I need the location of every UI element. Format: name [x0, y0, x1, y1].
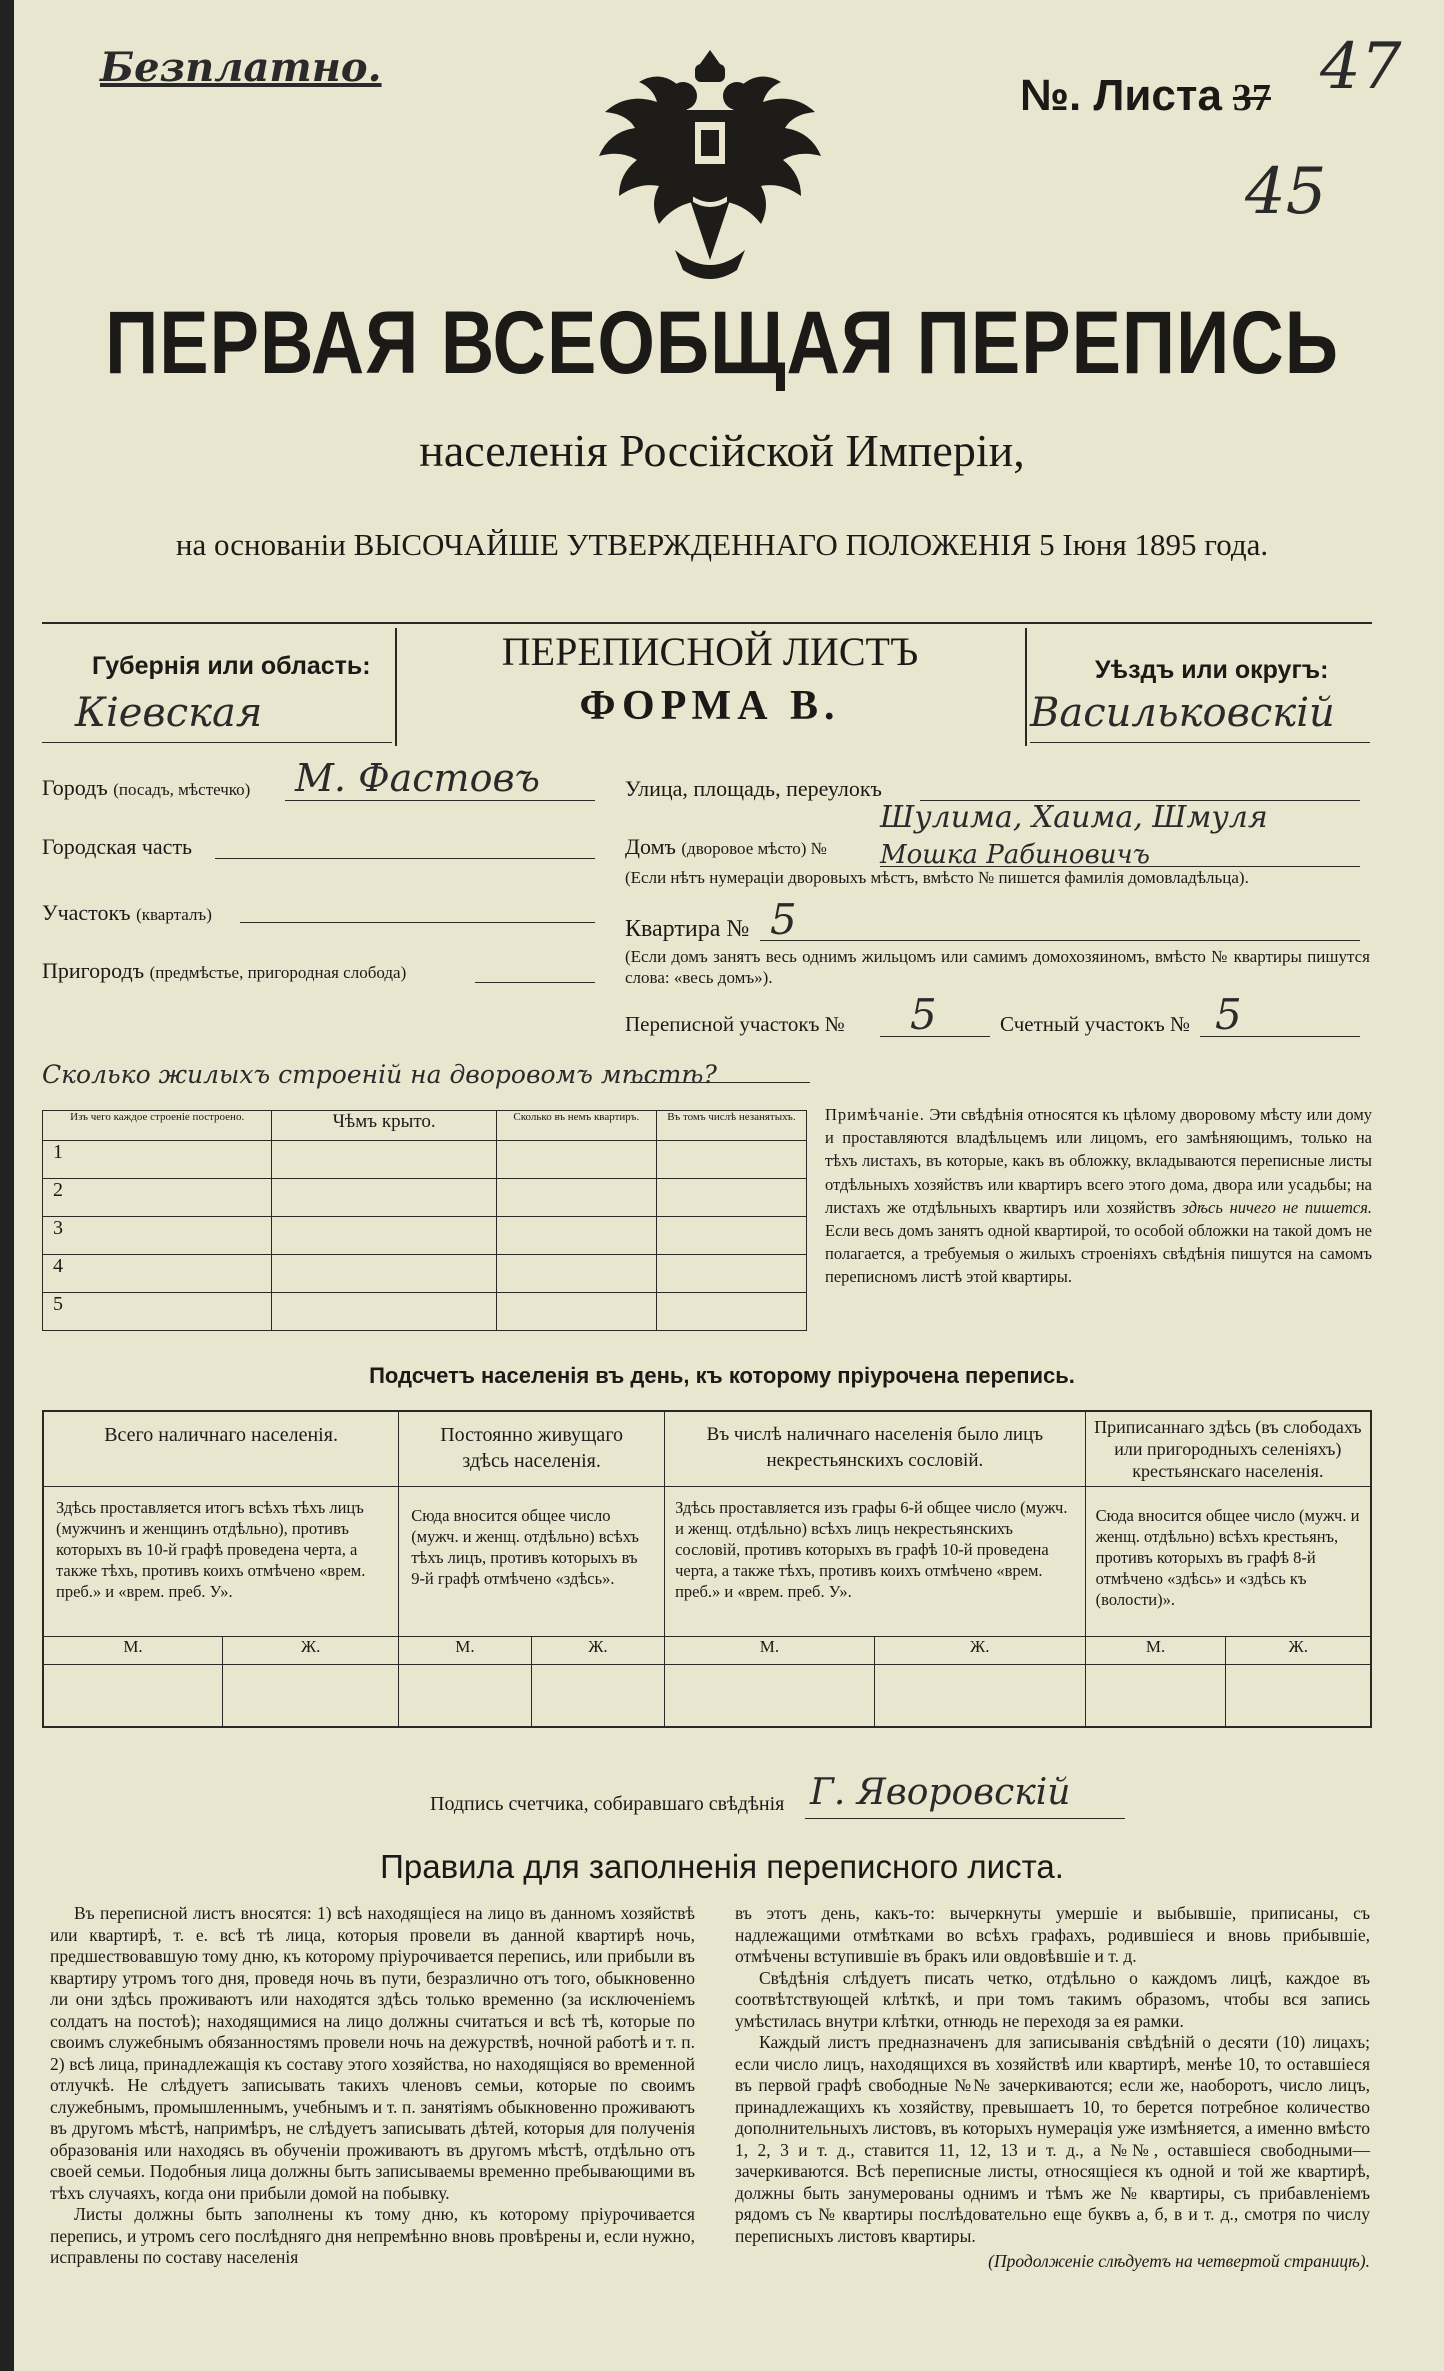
count-col-body: Сюда вносится общее число (мужч. и женщ. отдѣльно) всѣхъ тѣхъ лицъ, противъ которыхъ въ 9-й графѣ отмѣчено «здѣсь».	[399, 1487, 665, 1637]
district-field	[42, 900, 212, 926]
col-roof: Чѣмъ крыто.	[272, 1111, 496, 1141]
suburb-field	[42, 958, 406, 984]
count-district-line	[1200, 1036, 1360, 1037]
count-col-body: Сюда вносится общее число (мужч. и женщ. отдѣльно) всѣхъ крестьянъ, противъ которыхъ въ графѣ 8-й отмѣчено «здѣсь» и «здѣсь къ (волости)».	[1085, 1487, 1371, 1637]
city-value: М. Фастовъ	[295, 756, 540, 800]
row-number: 1	[43, 1141, 272, 1179]
uezd-value: Васильковскій	[1030, 690, 1335, 736]
count-col-head: Постоянно живущаго здѣсь населенія.	[399, 1411, 665, 1487]
count-m-head: М.	[665, 1637, 875, 1665]
district-label: Участокъ	[42, 900, 131, 925]
sheet-number-handwritten-2: 45	[1245, 155, 1327, 229]
signature-line	[805, 1818, 1125, 1819]
rules-left	[50, 1903, 695, 2269]
form-box-right	[1025, 628, 1027, 746]
row-number: 3	[43, 1217, 272, 1255]
gubernia-line	[42, 742, 392, 743]
house-label: Домъ	[625, 834, 676, 859]
col-vacant: Въ томъ числѣ незанятыхъ.	[656, 1111, 806, 1141]
count-col-body: Здѣсь проставляется итогъ всѣхъ тѣхъ лицъ (мужчинъ и женщинъ отдѣльно), противъ которыхъ въ 10-й графѣ проведена черта, а также тѣхъ, противъ коихъ отмѣчено «врем. преб.» и «врем. преб. У».	[43, 1487, 399, 1637]
note-italic: здѣсь ничего не пишется.	[1182, 1197, 1372, 1217]
apartment-line	[760, 940, 1360, 941]
buildings-question: Сколько жилыхъ строеній на дворовомъ мѣстѣ?	[42, 1060, 717, 1089]
city-field	[42, 775, 250, 801]
count-f-head: Ж.	[531, 1637, 664, 1665]
coat-of-arms-icon	[595, 50, 825, 290]
uezd-line	[1030, 742, 1370, 743]
signature-label: Подпись счетчика, собиравшаго свѣдѣнія	[430, 1793, 785, 1815]
district-line	[240, 922, 595, 923]
note-label: Примѣчаніе.	[825, 1105, 925, 1124]
sheet-number-label: №. Листа	[1020, 71, 1222, 120]
count-col-body: Здѣсь проставляется изъ графы 6-й общее число (мужч. и женщ. отдѣльно) всѣхъ лицъ некрестьянскихъ сословій, противъ которыхъ въ графѣ 10-й проведена черта, а также тѣхъ, противъ коихъ отмѣчено «врем. преб.» и «врем. преб. У».	[665, 1487, 1086, 1637]
uezd-label: Уѣздъ или округъ:	[1095, 656, 1329, 684]
rules-right-text-3: Каждый листъ предназначенъ для записыванія свѣдѣній о десяти (10) лицахъ; если число лицъ, находящихся въ хозяйствѣ или квартирѣ, менѣе 10, то оставшіеся въ первой графѣ свободные №№ зачеркиваются; если же, наоборотъ, число лицъ, принадлежащихъ къ хозяйству, превышаетъ 10, то берется потребное количество дополнительныхъ листовъ, въ которыхъ нумерація уже измѣняется, а именно вмѣсто 1, 2, 3 и т. д., ставится 11, 12, 13 и т. д., а №№, оставшіеся свободными—зачеркиваются. Всѣ переписные листы, относящіеся къ одной и той же квартирѣ, должны быть занумерованы однимъ и тѣмъ же № квартиры, съ прибавленіемъ рядомъ съ № квартиры послѣдовательно еще буквъ а, б, в и т. д., смотря по числу переписныхъ листовъ квартиры.	[735, 2032, 1370, 2246]
house-line	[880, 866, 1360, 867]
count-col-head: Въ числѣ наличнаго населенія было лицъ некрестьянскихъ сословій.	[665, 1411, 1086, 1487]
gubernia-value: Кіевская	[75, 690, 263, 736]
col-material: Изъ чего каждое строеніе построено.	[43, 1111, 272, 1141]
count-f-head: Ж.	[223, 1637, 399, 1665]
count-district-value: 5	[1215, 990, 1242, 1039]
census-subtitle: населенія Россійской Имперіи,	[419, 425, 1025, 476]
free-label: Безплатно.	[100, 44, 382, 91]
gubernia-label: Губернія или область:	[92, 652, 371, 680]
house-field	[625, 834, 827, 860]
rules-right	[735, 1903, 1370, 2273]
row-number: 4	[43, 1255, 272, 1293]
count-col-head: Приписаннаго здѣсь (въ слободахъ или пригородныхъ селеніяхъ) крестьянскаго населенія.	[1085, 1411, 1371, 1487]
sheet-title: ПЕРЕПИСНОЙ ЛИСТЪ	[501, 629, 919, 674]
city-hint: (посадъ, мѣстечко)	[113, 780, 251, 799]
census-district-value: 5	[910, 990, 937, 1039]
count-m-head: М.	[1085, 1637, 1226, 1665]
note-block	[825, 1103, 1372, 1289]
note-text-2: Если весь домъ занятъ одной квартирой, то особой обложки на такой домъ не полагается, а требуемыя о жилыхъ строеніяхъ свѣдѣнія пишутся на самомъ переписномъ листѣ этой квартиры.	[825, 1221, 1372, 1287]
apartment-note: (Если домъ занятъ весь однимъ жильцомъ или самимъ домохозяиномъ, вмѣсто № квартиры пишутся слова: «весь домъ»).	[625, 947, 1370, 987]
buildings-question-line	[630, 1082, 810, 1083]
count-table	[42, 1410, 1372, 1728]
suburb-label: Пригородъ	[42, 958, 145, 983]
col-apts: Сколько въ немъ квартиръ.	[496, 1111, 656, 1141]
count-m-head: М.	[399, 1637, 532, 1665]
city-part-label: Городская часть	[42, 834, 193, 859]
census-district-line	[880, 1036, 990, 1037]
district-hint: (кварталъ)	[136, 905, 212, 924]
census-basis: на основаніи ВЫСОЧАЙШЕ УТВЕРЖДЕННАГО ПОЛОЖЕНІЯ 5 Іюня 1895 года.	[175, 527, 1269, 562]
sheet-number-handwritten-1: 47	[1320, 30, 1402, 104]
rules-right-text: въ этотъ день, какъ-то: вычеркнуты умершіе и выбывшіе, приписаны, съ надлежащими отмѣтками во всѣхъ графахъ, родившіеся и вновь прибывшіе, отмѣчены вступившіе въ бракъ или овдовѣвшіе и т. д.	[735, 1903, 1370, 1966]
street-label: Улица, площадь, переулокъ	[625, 776, 882, 801]
suburb-line	[475, 982, 595, 983]
rules-left-text: Въ переписной листъ вносятся: 1) всѣ находящіеся на лицо въ данномъ хозяйствѣ или квартирѣ, т. е. всѣ тѣ лица, которыя провели въ данной квартирѣ ночь, предшествовавшую тому дню, къ которому пріурочивается перепись, или прибыли въ квартиру утромъ того дня, проведя ночь въ пути, безразлично отъ того, обыкновенно ли они здѣсь проживаютъ или находятся здѣсь только временно (за исключеніемъ солдатъ на постоѣ); находящимися на лицо должны считаться и всѣ тѣ, которые по своимъ служебнымъ обязанностямъ провели ночь на дежурствѣ, ночной работѣ и т. п. 2) всѣ лица, принадлежащія къ составу этого хозяйства, но находящіяся во временной отлучкѣ. Не слѣдуетъ записывать такихъ членовъ семьи, которые по своимъ служебнымъ, промышленнымъ, учебнымъ и т. п. занятіямъ обыкновенно проживаютъ въ другомъ мѣстѣ, напримѣръ, не слѣдуетъ записывать дѣтей, которыя для полученія образованія или находясь въ обученіи проживаютъ въ другомъ мѣстѣ, отдѣльно отъ своей семьи. Подобныя лица должны быть записываемы временно пребывающими въ тѣхъ случаяхъ, когда они прибыли домой на побывку.	[50, 1903, 695, 2203]
header-divider	[42, 622, 1372, 624]
count-title: Подсчетъ населенія въ день, къ которому пріурочена перепись.	[369, 1363, 1075, 1388]
form-name: ФОРМА В.	[579, 683, 841, 729]
sheet-number	[1020, 70, 1271, 121]
house-note: (Если нѣтъ нумераціи дворовыхъ мѣстъ, вмѣсто № пишется фамилія домовладѣльца).	[625, 868, 1249, 887]
count-f-head: Ж.	[874, 1637, 1085, 1665]
sheet-number-struck: 37	[1232, 77, 1271, 119]
house-hint: (дворовое мѣсто) №	[681, 839, 827, 858]
count-m-head: М.	[43, 1637, 223, 1665]
row-number: 2	[43, 1179, 272, 1217]
count-district-label: Счетный участокъ №	[1000, 1012, 1191, 1036]
count-f-head: Ж.	[1226, 1637, 1371, 1665]
city-label: Городъ	[42, 775, 108, 800]
rules-right-text-2: Свѣдѣнія слѣдуетъ писать четко, отдѣльно о каждомъ лицѣ, каждое въ соотвѣтствующей клѣткѣ, и при томъ такимъ образомъ, чтобы вся запись умѣстилась внутри клѣтки, отнюдь не переходя за ея рамки.	[735, 1967, 1370, 2031]
apartment-label: Квартира №	[625, 916, 750, 942]
count-col-head: Всего наличнаго населенія.	[43, 1411, 399, 1487]
house-value-1: Шулима, Хаима, Шмуля	[880, 800, 1268, 835]
signature-value: Г. Яворовскій	[810, 1772, 1071, 1813]
house-value-2: Мошка Рабиновичъ	[880, 840, 1150, 870]
buildings-table	[42, 1110, 807, 1331]
city-line	[285, 800, 595, 801]
row-number: 5	[43, 1293, 272, 1331]
census-title: ПЕРВАЯ ВСЕОБЩАЯ ПЕРЕПИСЬ	[105, 292, 1339, 393]
apartment-value: 5	[770, 895, 797, 944]
rules-left-text-2: Листы должны быть заполнены къ тому дню, къ которому пріурочивается перепись, и утромъ сего послѣдняго дня непремѣнно вновь провѣрены и, если нужно, исправлены по составу населенія	[50, 2204, 695, 2267]
city-part-line	[215, 858, 595, 859]
rules-title: Правила для заполненія переписного листа.	[380, 1848, 1064, 1885]
rules-continued: (Продолженіе слѣдуетъ на четвертой страницѣ).	[988, 2251, 1370, 2271]
suburb-hint: (предмѣстье, пригородная слобода)	[149, 963, 407, 982]
census-district-label: Переписной участокъ №	[625, 1012, 845, 1036]
note-text: Эти свѣдѣнія относятся къ цѣлому дворовому мѣсту или дому и проставляются владѣльцемъ или лицомъ, его замѣняющимъ, только на тѣхъ листахъ, въ которые, какъ въ обложку, вкладываются переписные листы отдѣльныхъ хозяйствъ или квартиръ всего этого дома, двора или усадьбы; на листахъ же отдѣльныхъ квартиръ или хозяйствъ	[825, 1105, 1373, 1217]
